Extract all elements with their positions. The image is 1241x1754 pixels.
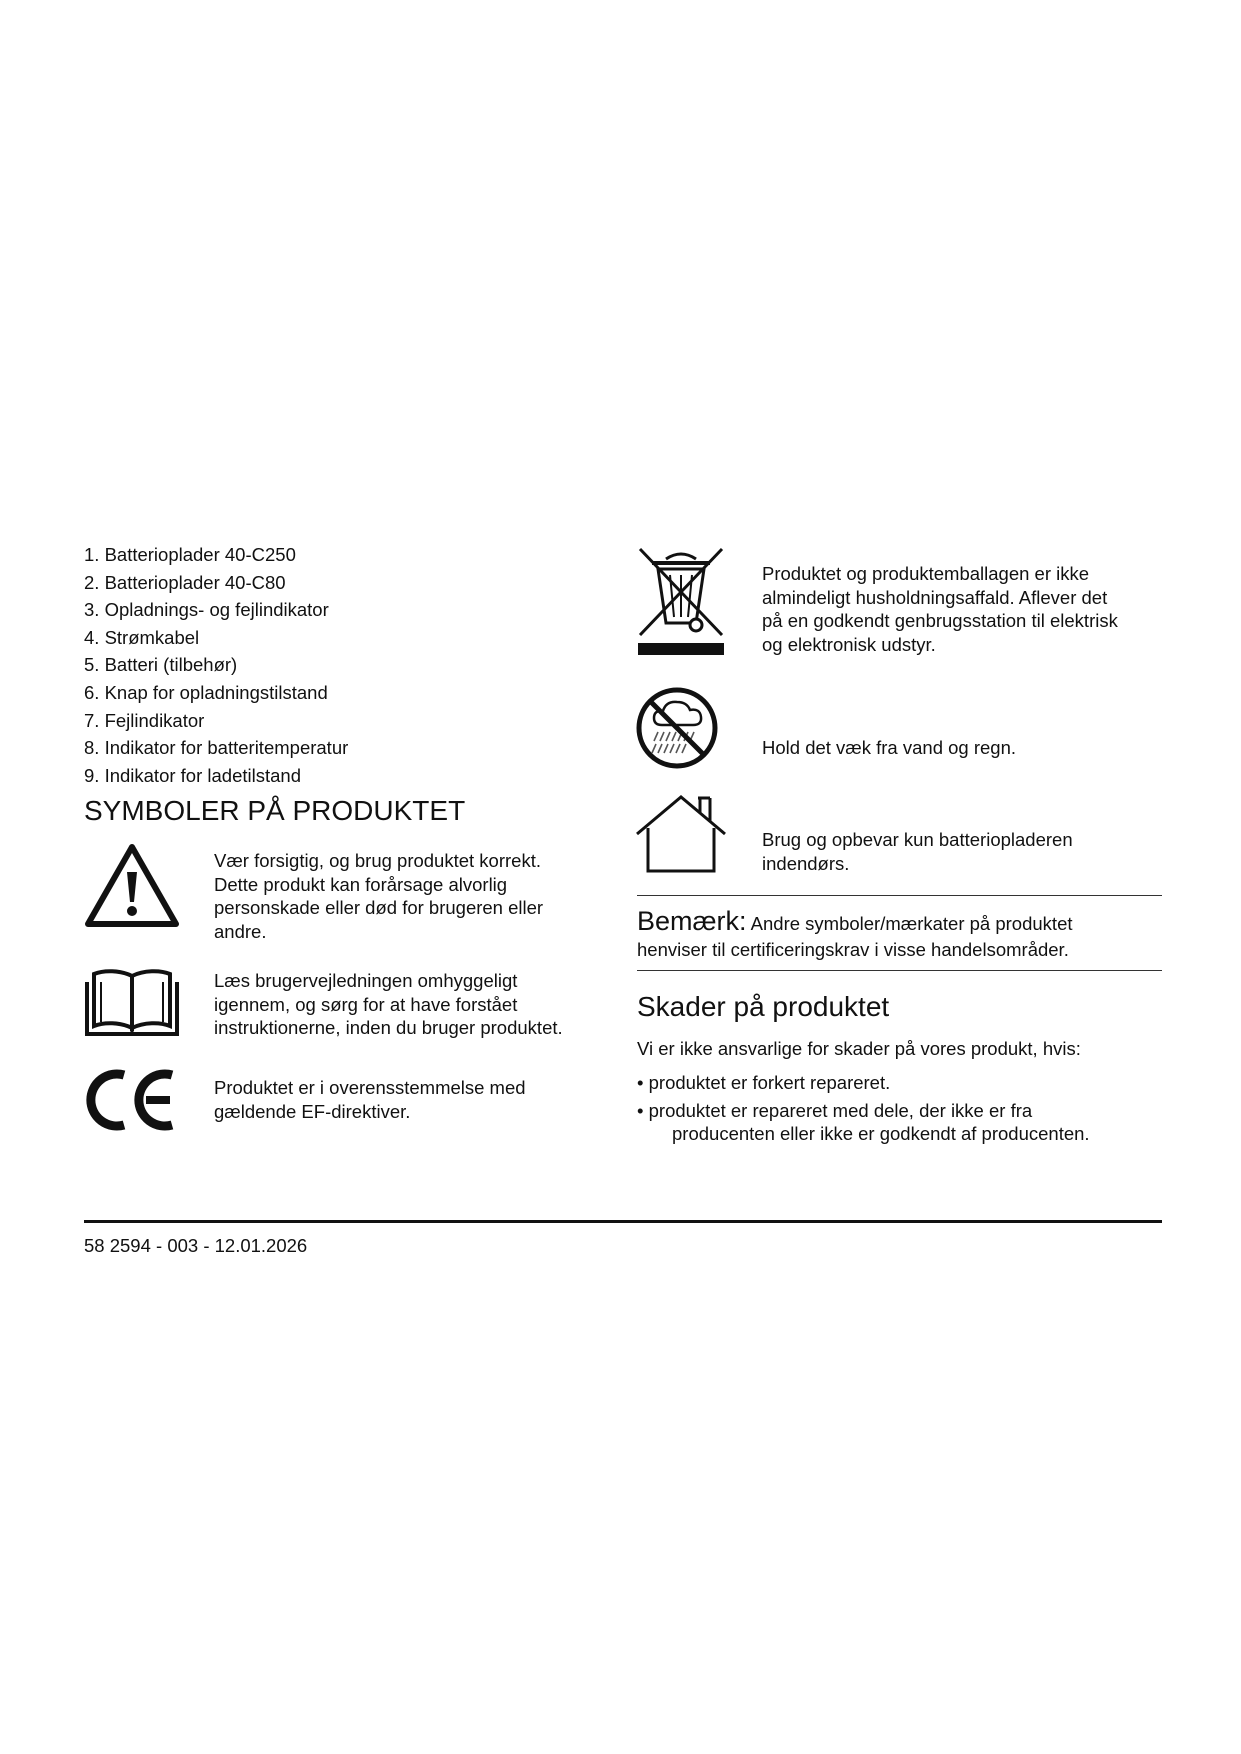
divider xyxy=(637,895,1162,896)
list-item: 4. Strømkabel xyxy=(84,626,200,648)
warning-text: Vær forsigtig, og brug produktet korrekt. Dette produkt kan forårsage alvorlig personskade eller død for brugeren eller andre. xyxy=(214,850,544,942)
damage-heading: Skader på produktet xyxy=(637,991,890,1022)
list-item: • produktet er repareret med dele, der ikke er fra producenten eller ikke er godkendt af producenten. xyxy=(637,1100,1090,1144)
list-item: 1. Batterioplader 40-C250 xyxy=(84,544,296,565)
manual-book-icon xyxy=(84,966,180,1036)
note xyxy=(637,908,1177,963)
damage-list xyxy=(637,1071,1157,1150)
note-label: Bemærk: xyxy=(637,906,747,936)
crossed-bin-icon xyxy=(636,545,726,657)
ce-text: Produktet er i overensstemmelse med gældende EF-direktiver. xyxy=(214,1077,526,1122)
parts-list xyxy=(84,541,348,789)
indoor-house-icon xyxy=(634,794,728,874)
divider xyxy=(637,970,1162,971)
warning-triangle-icon xyxy=(84,842,180,930)
manual-text: Læs brugervejledningen omhyggeligt igennem, og sørg for at have forstået instruktionerne, inden du bruger produktet. xyxy=(214,970,563,1038)
note-text: Andre symboler/mærkater på produktet xyxy=(750,913,1073,934)
indoor-text: Brug og opbevar kun batteriopladeren indendørs. xyxy=(762,829,1073,874)
list-item: 3. Opladnings- og fejlindikator xyxy=(84,599,329,621)
no-rain-text: Hold det væk fra vand og regn. xyxy=(762,737,1017,758)
footer-rule xyxy=(84,1220,1162,1223)
list-item: 8. Indikator for batteritemperatur xyxy=(84,737,349,759)
list-item: 5. Batteri (tilbehør) xyxy=(84,654,238,676)
list-item: 9. Indikator for ladetilstand xyxy=(84,764,301,786)
list-item: 7. Fejlindikator xyxy=(84,709,205,731)
symbols-heading: SYMBOLER PÅ PRODUKTET xyxy=(84,795,466,826)
list-item: • produktet er forkert repareret. xyxy=(637,1072,891,1093)
disposal-text: Produktet og produktemballagen er ikke almindeligt husholdningsaffald. Aflever det på en godkendt genbrugsstation til elektrisk og elektronisk udstyr. xyxy=(762,563,1118,655)
list-item: 2. Batterioplader 40-C80 xyxy=(84,571,286,593)
damage-intro: Vi er ikke ansvarlige for skader på vores produkt, hvis: xyxy=(637,1038,1081,1059)
list-item: 6. Knap for opladningstilstand xyxy=(84,681,328,703)
document-reference: 58 2594 - 003 - 12.01.2026 xyxy=(84,1235,308,1256)
ce-mark-icon xyxy=(84,1067,180,1133)
note-text-2: henviser til certificeringskrav i visse handelsområder. xyxy=(637,939,1069,960)
no-rain-icon xyxy=(634,685,720,771)
